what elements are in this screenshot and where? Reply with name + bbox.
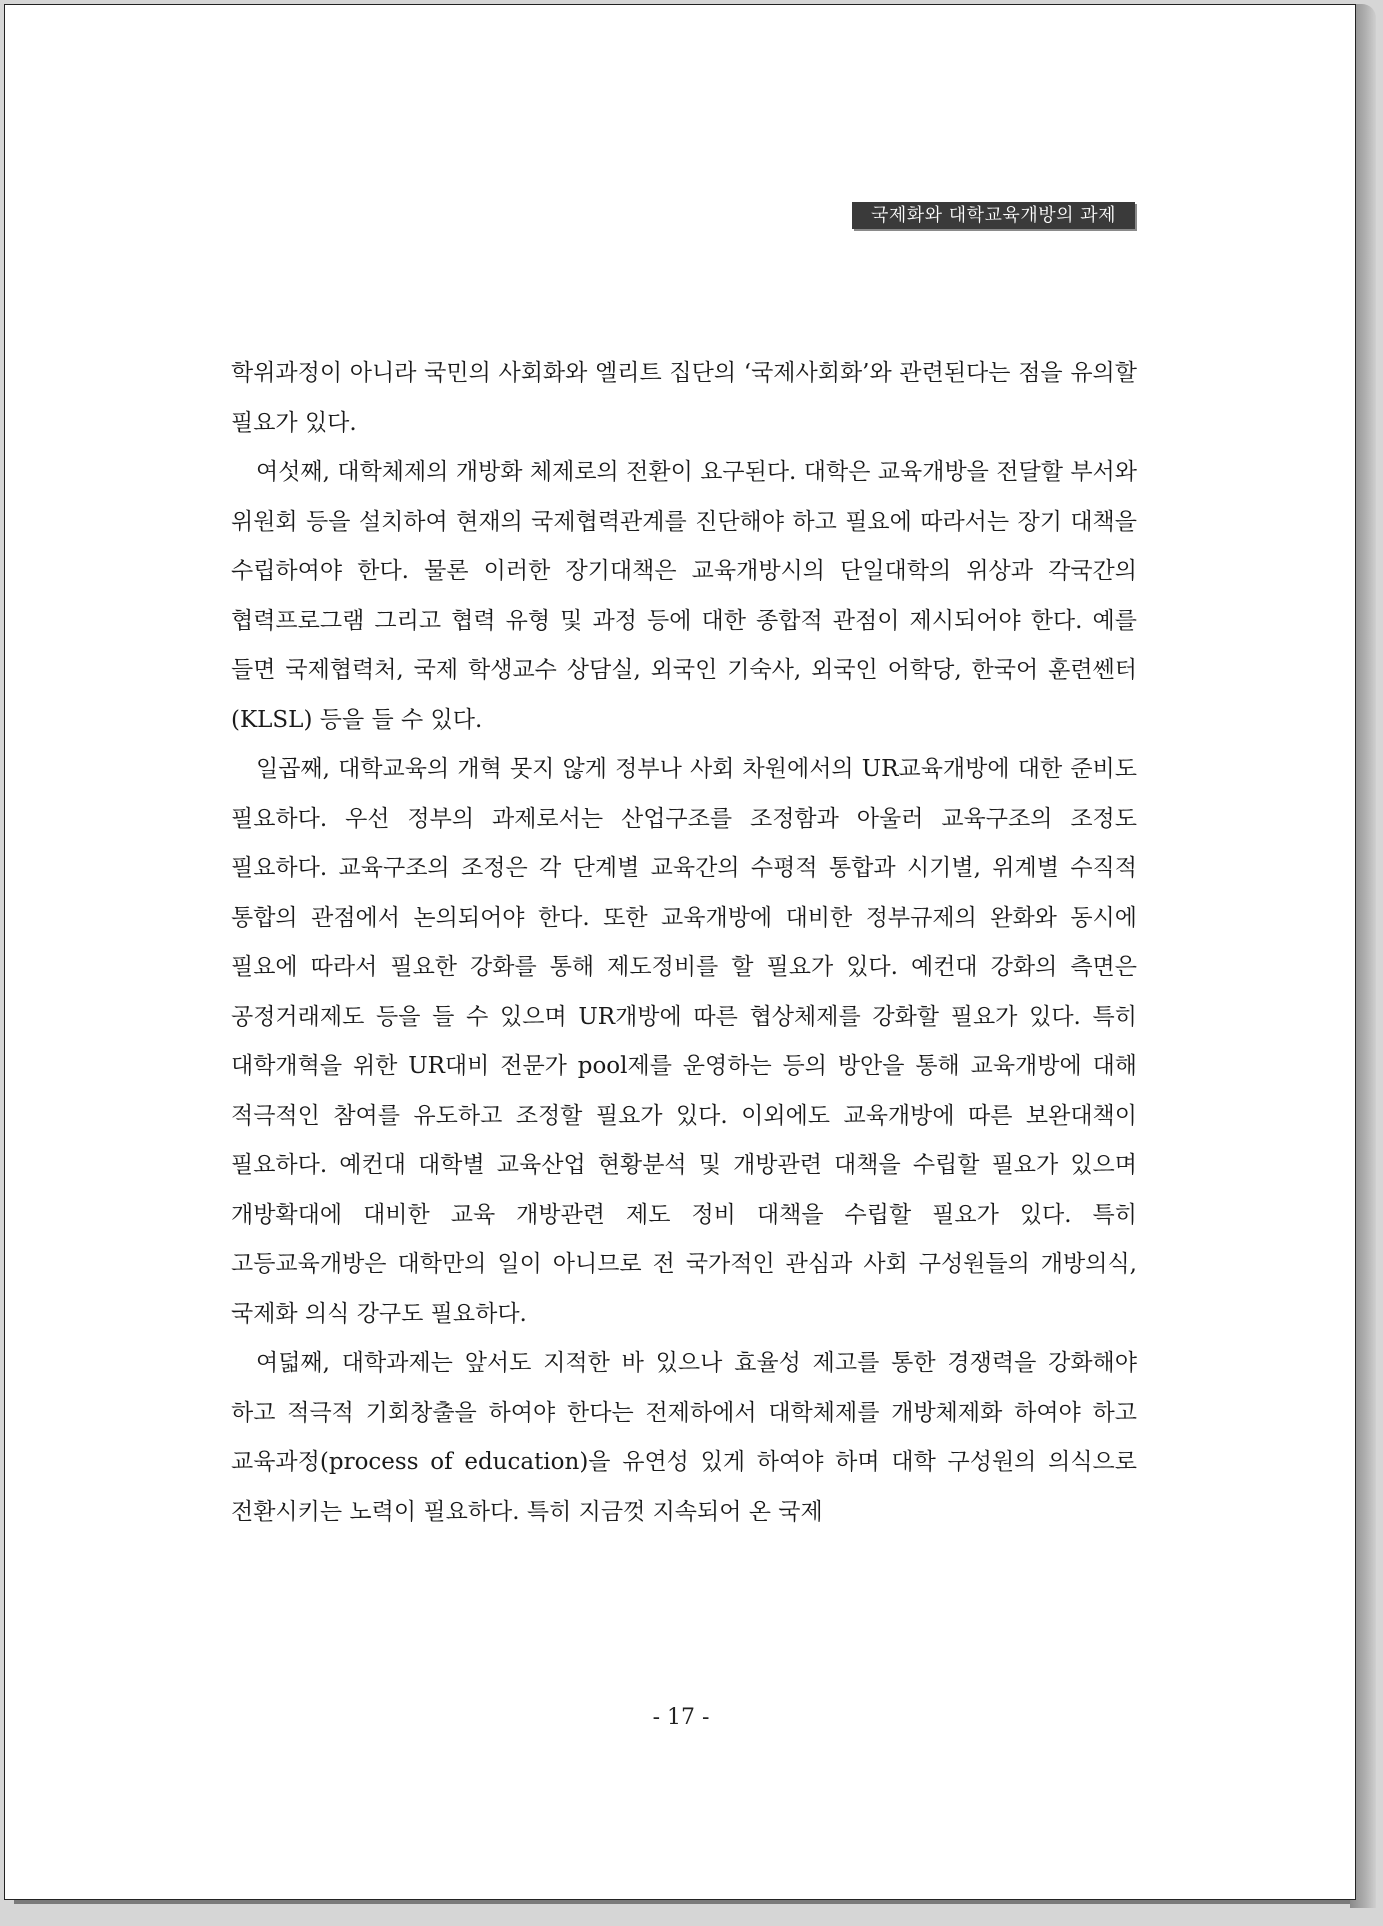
paragraph-seventh: 일곱째, 대학교육의 개혁 못지 않게 정부나 사회 차원에서의 UR교육개방에 대한 준비도 필요하다. 우선 정부의 과제로서는 산업구조를 조정함과 아울러 교육구조의 조정도 필요하다. 교육구조의 조정은 각 단계별 교육간의 수평적 통합과 시기별, 위계별 수직적 통합의 관점에서 논의되어야 한다. 또한 교육개방에 대비한 정부규제의 완화와 동시에 필요에 따라서 필요한 강화를 통해 제도정비를 할 필요가 있다. 예컨대 강화의 측면은 공정거래제도 등을 들 수 있으며 UR개방에 따른 협상체제를 강화할 필요가 있다. 특히 대학개혁을 위한 UR대비 전문가 pool제를 운영하는 등의 방안을 통해 교육개방에 대해 적극적인 참여를 유도하고 조정할 필요가 있다. 이외에도 교육개방에 따른 보완대책이 필요하다. 예컨대 대학별 교육산업 현황분석 및 개방관련 대책을 수립할 필요가 있으며 개방확대에 대비한 교육 개방관련 제도 정비 대책을 수립할 필요가 있다. 특히 고등교육개방은 대학만의 일이 아니므로 전 국가적인 관심과 사회 구성원들의 개방의식, 국제화 의식 강구도 필요하다. [231, 756, 1137, 1327]
paragraph-sixth: 여섯째, 대학체제의 개방화 체제로의 전환이 요구된다. 대학은 교육개방을 전달할 부서와 위원회 등을 설치하여 현재의 국제협력관계를 진단해야 하고 필요에 따라서는 장기 대책을 수립하여야 한다. 물론 이러한 장기대책은 교육개방시의 단일대학의 위상과 각국간의 협력프로그램 그리고 협력 유형 및 과정 등에 대한 종합적 관점이 제시되어야 한다. 예를 들면 국제협력처, 국제 학생교수 상담실, 외국인 기숙사, 외국인 어학당, 한국어 훈련쎈터(KLSL) 등을 들 수 있다. [231, 459, 1137, 733]
document-page [4, 4, 1356, 1900]
paragraph-continuation: 학위과정이 아니라 국민의 사회화와 엘리트 집단의 ‘국제사회화’와 관련된다는 점을 유의할 필요가 있다. [231, 360, 1137, 436]
paragraph-eighth: 여덟째, 대학과제는 앞서도 지적한 바 있으나 효율성 제고를 통한 경쟁력을 강화해야 하고 적극적 기회창출을 하여야 한다는 전제하에서 대학체제를 개방체제화 하여야 하고 교육과정(process of education)을 유연성 있게 하여야 하며 대학 구성원의 의식으로 전환시키는 노력이 필요하다. 특히 지금껏 지속되어 온 국제 [231, 1350, 1137, 1525]
running-header-title: 국제화와 대학교육개방의 과제 [852, 202, 1135, 229]
body-text [231, 349, 1137, 1537]
page-number: - 17 - [652, 1705, 710, 1730]
